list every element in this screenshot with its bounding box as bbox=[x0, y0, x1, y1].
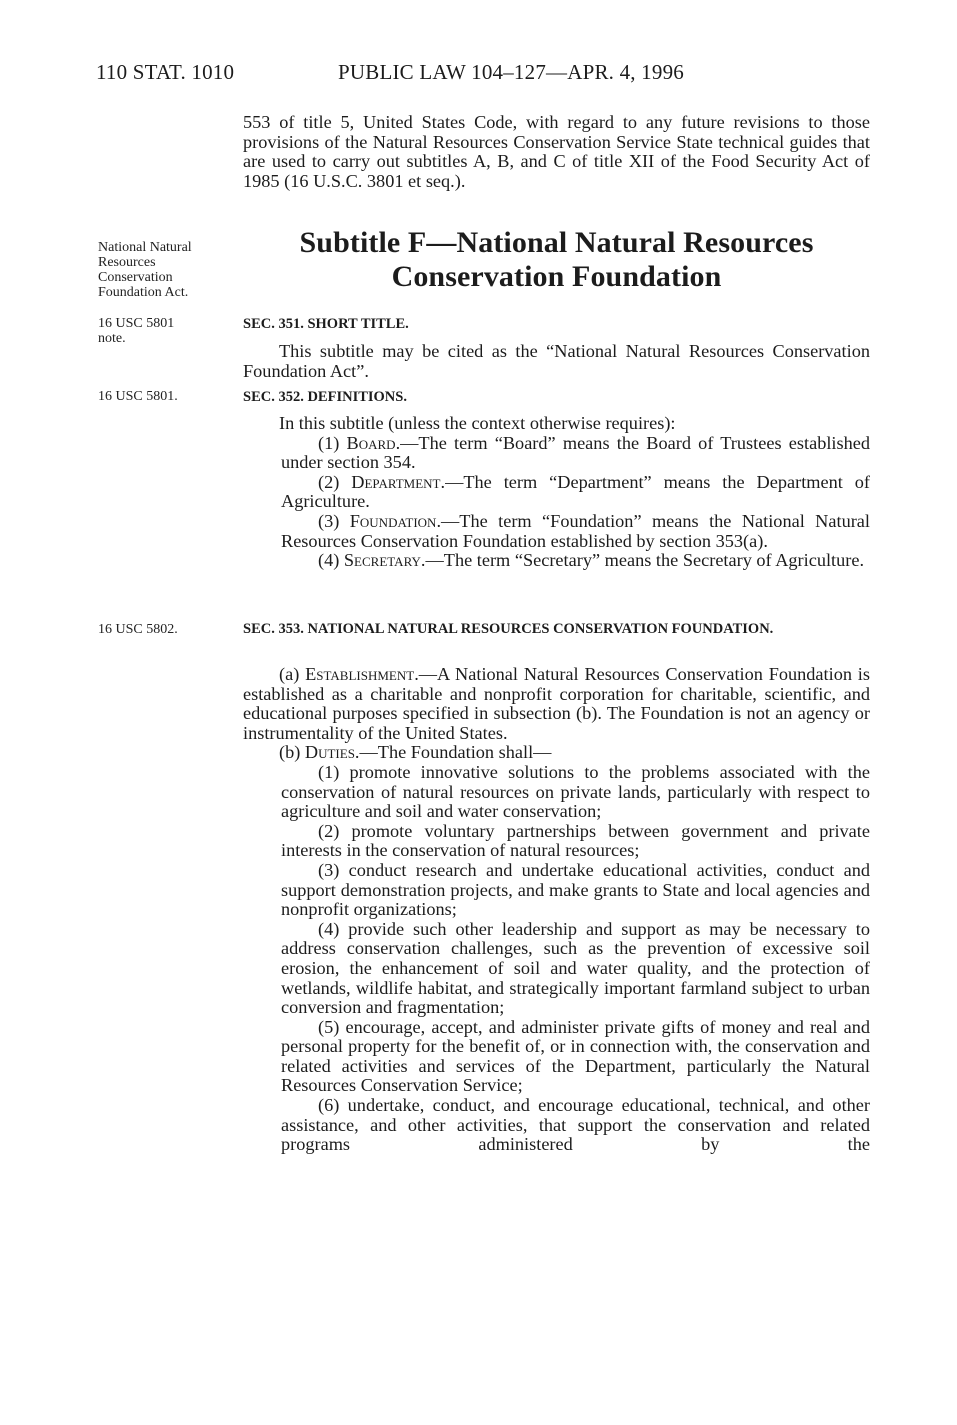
duty-item: (2) promote voluntary partnerships between government and private interests in the conservation of natural resources; bbox=[281, 820, 870, 861]
subtitle-heading bbox=[243, 226, 870, 294]
margin-note-act-name bbox=[98, 240, 228, 300]
margin-note-line: National Natural bbox=[98, 240, 192, 255]
margin-note-usc-5801 bbox=[98, 389, 228, 404]
subtitle-line-2: Conservation Foundation bbox=[391, 260, 722, 293]
duty-item: (1) promote innovative solutions to the problems associated with the conservation of natural resources on private lands, particularly with respect to agriculture and soil and water conservation; bbox=[281, 761, 870, 822]
subsection-a bbox=[243, 665, 870, 743]
subsection-text: .—The Foundation shall— bbox=[354, 742, 552, 763]
defined-term: Board bbox=[346, 432, 396, 453]
intro-paragraph bbox=[243, 113, 870, 191]
item-number: (4) bbox=[318, 550, 344, 571]
item-number: (b) bbox=[279, 742, 305, 763]
item-number: (a) bbox=[279, 664, 306, 684]
item-number: (3) bbox=[318, 510, 350, 531]
subsection-term: Establishment bbox=[305, 664, 415, 684]
margin-note-line: 16 USC 5801 bbox=[98, 316, 175, 331]
duty-item: (4) provide such other leadership and support as may be necessary to address conservation challenges, such as the prevention of excessive soil erosion, the enhancement of soil and water quality, and the protection of wetlands, wildlife habitat, and strategically important farmland subject to urban conversion and fragmentation; bbox=[281, 918, 870, 1018]
definition-text: .—The term “Secretary” means the Secretary of Agriculture. bbox=[420, 550, 865, 571]
sec-351-heading: SEC. 351. SHORT TITLE. bbox=[243, 316, 409, 332]
sec-352-heading: SEC. 352. DEFINITIONS. bbox=[243, 389, 407, 405]
definition-item bbox=[243, 434, 870, 473]
sec-352-intro: In this subtitle (unless the context otherwise requires): bbox=[279, 413, 676, 433]
definition-item bbox=[243, 551, 870, 571]
definition-text: .—The term “Department” means the Department of Agriculture. bbox=[281, 471, 870, 512]
item-number: (1) bbox=[318, 432, 347, 453]
margin-note-line: Conservation bbox=[98, 270, 173, 285]
sec-351-body bbox=[243, 342, 870, 381]
margin-note-line: Foundation Act. bbox=[98, 285, 189, 300]
public-law-reference: PUBLIC LAW 104–127—APR. 4, 1996 bbox=[338, 60, 684, 84]
subtitle-line-1: Subtitle F—National Natural Resources bbox=[299, 226, 814, 259]
margin-note-line: 16 USC 5802. bbox=[98, 622, 178, 637]
statute-reference: 110 STAT. 1010 bbox=[96, 60, 235, 84]
margin-note-usc-5802 bbox=[98, 622, 228, 637]
margin-note-line: Resources bbox=[98, 255, 156, 270]
duty-item: (3) conduct research and undertake educational activities, conduct and support demonstration projects, and make grants to State and local agencies and nonprofit organizations; bbox=[281, 859, 870, 920]
sec-353-body bbox=[243, 665, 870, 1155]
intro-text: 553 of title 5, United States Code, with regard to any future revisions to those provisions of the Natural Resources Conservation Service State technical guides that are used to carry out subtitles A, B, and C of title XII of the Food Security Act of 1985 (16 U.S.C. 3801 et seq.). bbox=[243, 112, 870, 191]
margin-note-line: note. bbox=[98, 331, 126, 346]
definition-item bbox=[243, 512, 870, 551]
defined-term: Secretary bbox=[343, 550, 421, 571]
subsection-b bbox=[243, 743, 870, 763]
subsection-text: .—A National Natural Resources Conservation Foundation is established as a charitable and nonprofit corporation for charitable, scientific, and educational purposes specified in subsection (b). The Foundation is not an agency or instrumentality of the United States. bbox=[243, 664, 870, 743]
definition-text: .—The term “Foundation” means the National Natural Resources Conservation Foundation established by section 353(a). bbox=[281, 510, 870, 551]
duty-item: (6) undertake, conduct, and encourage educational, technical, and other assistance, and other activities, that support the conservation and related programs administered by the bbox=[281, 1095, 870, 1155]
duty-item: (5) encourage, accept, and administer private gifts of money and real and personal property for the benefit of, or in connection with, the conservation and related activities and services of the Department, particularly the Natural Resources Conservation Service; bbox=[281, 1016, 870, 1096]
sec-351-text: This subtitle may be cited as the “National Natural Resources Conservation Foundation Act”. bbox=[243, 341, 870, 381]
definition-item bbox=[243, 473, 870, 512]
definition-text: .—The term “Board” means the Board of Trustees established under section 354. bbox=[281, 432, 871, 473]
sec-353-heading: SEC. 353. NATIONAL NATURAL RESOURCES CONSERVATION FOUNDATION. bbox=[243, 621, 774, 637]
defined-term: Department bbox=[351, 471, 441, 492]
defined-term: Foundation bbox=[349, 510, 437, 531]
item-number: (2) bbox=[318, 471, 352, 492]
sec-352-body bbox=[243, 414, 870, 571]
margin-note-line: 16 USC 5801. bbox=[98, 389, 178, 404]
subsection-term: Duties bbox=[304, 742, 355, 763]
margin-note-usc-note bbox=[98, 316, 228, 346]
